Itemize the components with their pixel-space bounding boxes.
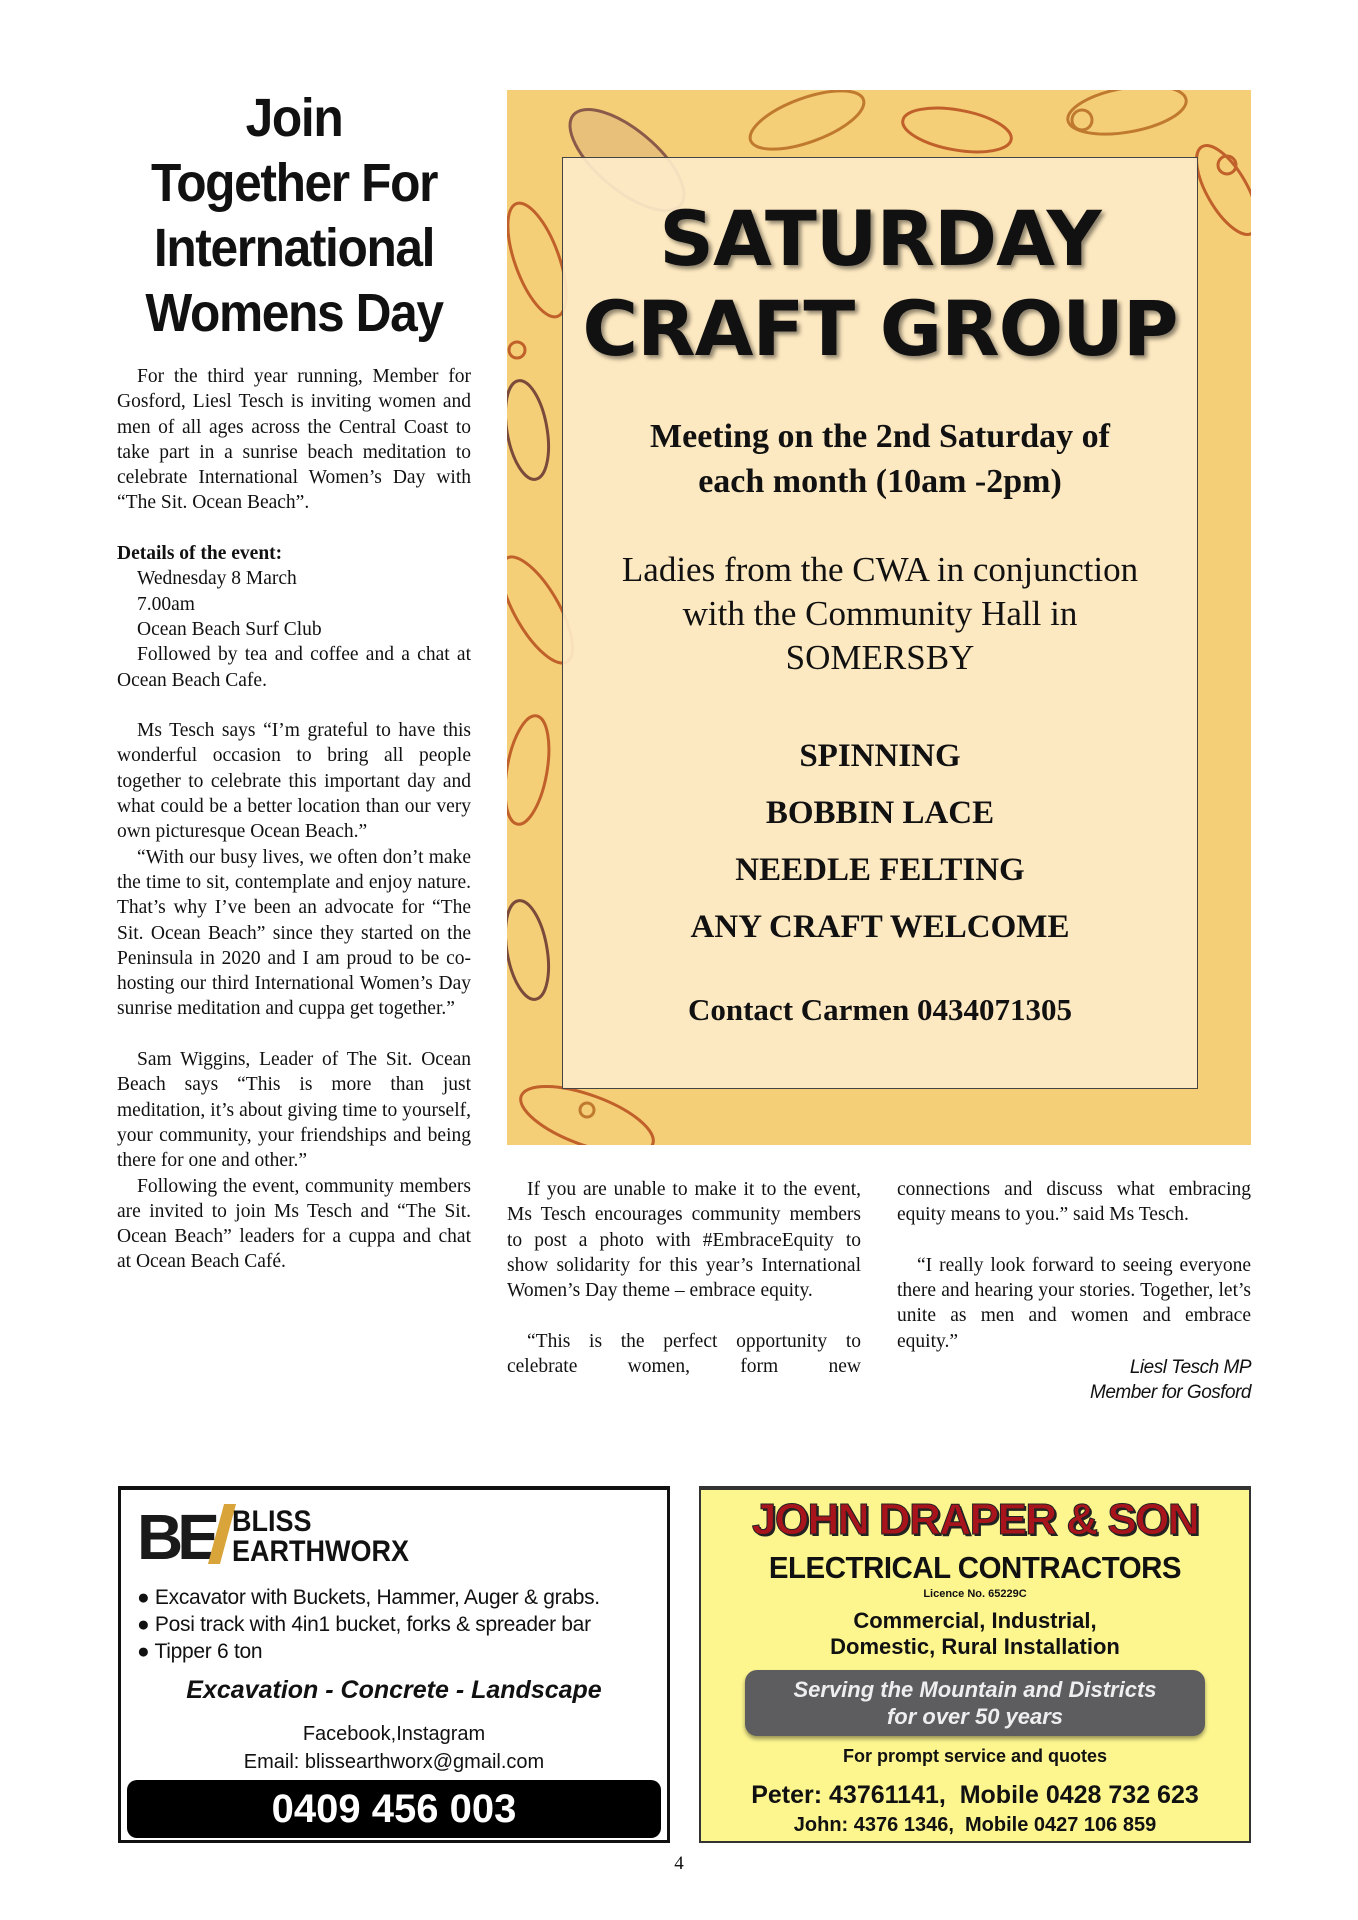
article-column-left — [117, 364, 471, 1275]
headline-line: Womens Day — [145, 283, 443, 343]
service-item: ● Tipper 6 ton — [137, 1640, 263, 1663]
organiser-line: Ladies from the CWA in conjunction — [621, 550, 1139, 589]
bliss-services — [137, 1584, 600, 1665]
bliss-name-line: BLISS — [231, 1505, 312, 1538]
bliss-contact — [121, 1720, 667, 1776]
headline-line: Together For — [150, 153, 438, 213]
headline-line: Join — [245, 88, 343, 148]
poster-title-line: SATURDAY — [659, 194, 1101, 283]
meeting-line: Meeting on the 2nd Saturday of — [650, 418, 1110, 455]
draper-prompt: For prompt service and quotes — [842, 1746, 1108, 1766]
article-paragraph: Sam Wiggins, Leader of The Sit. Ocean Beach says “This is more than just meditation, it’s about giving time to yourself, your community, your friendships and being there for one and other.” — [117, 1049, 471, 1172]
draper-services — [701, 1608, 1249, 1660]
details-heading: Details of the event: — [117, 543, 283, 565]
draper-john-phone: John: 4376 1346, Mobile 0427 106 859 — [793, 1814, 1157, 1836]
draper-licence: Licence No. 65229C — [923, 1588, 1027, 1600]
serving-line: for over 50 years — [886, 1704, 1064, 1729]
bliss-tagline: Excavation - Concrete - Landscape — [186, 1676, 602, 1704]
bliss-logo — [137, 1500, 429, 1574]
draper-title: JOHN DRAPER & SON — [751, 1495, 1199, 1544]
poster-content-box — [562, 157, 1198, 1089]
service-text: Excavator with Buckets, Hammer, Auger & grabs. — [154, 1586, 600, 1609]
detail-item: Wednesday 8 March — [137, 568, 297, 590]
signature-title: Member for Gosford — [1090, 1382, 1251, 1404]
organiser-line: SOMERSBY — [785, 638, 975, 677]
article-paragraph: Ms Tesch says “I’m grateful to have this wonderful occasion to bring all people together to celebrate this important day and what could be a better location than our very own picturesque Ocean Beach.” — [117, 720, 471, 843]
page-number: 4 — [674, 1853, 684, 1874]
john-draper-ad — [699, 1486, 1251, 1843]
article-paragraph: If you are unable to make it to the event, Ms Tesch encourages community members to post a photo with #EmbraceEquity to show solidarity for this year’s International Women’s Day theme – embrace equity. — [507, 1179, 861, 1302]
craft-item: NEEDLE FELTING — [735, 852, 1025, 888]
organiser-info — [563, 548, 1197, 680]
bliss-name-line: EARTHWORX — [231, 1535, 409, 1568]
poster-contact: Contact Carmen 0434071305 — [687, 992, 1072, 1027]
craft-item: ANY CRAFT WELCOME — [690, 909, 1070, 945]
excavator-logo-icon — [137, 1500, 214, 1574]
article-paragraph: For the third year running, Member for Gosford, Liesl Tesch is inviting women and men of all ages across the Central Coast to take part in a sunrise beach meditation to celebrate International Women’s Day with “The Sit. Ocean Beach”. — [117, 366, 471, 514]
article-paragraph: “With our busy lives, we often don’t make the time to sit, contemplate and enjoy nature. That’s why I’ve been an advocate for “The Sit. Ocean Beach” since they started on the Peninsula in 2020 and I am proud to be co-hosting our third International Women’s Day sunrise meditation and cuppa get together.” — [117, 846, 471, 1020]
draper-service-line: Commercial, Industrial, — [853, 1608, 1097, 1633]
article-paragraph: “I really look forward to seeing everyone there and hearing your stories. Together, let’s unite as men and women and embrace equity.” — [897, 1254, 1251, 1352]
poster-title-line: CRAFT GROUP — [582, 284, 1178, 373]
article-paragraph: connections and discuss what embracing equity means to you.” said Ms Tesch. — [897, 1179, 1251, 1226]
meeting-line: each month (10am -2pm) — [698, 463, 1062, 500]
draper-subtitle: ELECTRICAL CONTRACTORS — [768, 1550, 1182, 1585]
detail-item: Followed by tea and coffee and a chat at Ocean Beach Cafe. — [117, 644, 471, 691]
article-headline — [131, 86, 457, 346]
craft-item: BOBBIN LACE — [765, 795, 995, 831]
detail-item: Ocean Beach Surf Club — [137, 618, 322, 640]
draper-serving-banner — [745, 1670, 1205, 1736]
craft-list — [563, 728, 1197, 956]
craft-group-poster — [507, 90, 1251, 1145]
draper-service-line: Domestic, Rural Installation — [830, 1634, 1120, 1659]
service-item: ● Excavator with Buckets, Hammer, Auger & grabs. — [137, 1586, 600, 1609]
article-paragraph: “This is the perfect opportunity to celebrate women, form new — [507, 1330, 861, 1378]
bliss-social: Facebook,Instagram — [302, 1723, 486, 1745]
detail-item: 7.00am — [137, 593, 195, 615]
meeting-schedule — [563, 414, 1197, 504]
bliss-email: Email: blissearthworx@gmail.com — [243, 1751, 545, 1773]
headline-line: International — [153, 218, 435, 278]
bliss-phone: 0409 456 003 — [127, 1780, 661, 1838]
organiser-line: with the Community Hall in — [682, 594, 1078, 633]
serving-line: Serving the Mountain and Districts — [793, 1677, 1157, 1702]
service-text: Tipper 6 ton — [154, 1640, 263, 1663]
signature-name: Liesl Tesch MP — [1129, 1357, 1251, 1379]
craft-item: SPINNING — [799, 738, 961, 774]
service-text: Posi track with 4in1 bucket, forks & spreader bar — [154, 1613, 591, 1636]
article-paragraph: Following the event, community members are invited to join Ms Tesch and “The Sit. Ocean Beach” leaders for a cuppa and chat at Ocean Beach Café. — [117, 1175, 471, 1273]
article-column-right — [897, 1177, 1251, 1406]
bliss-name — [232, 1507, 409, 1567]
draper-peter-phone: Peter: 43761141, Mobile 0428 732 623 — [751, 1781, 1199, 1809]
service-item: ● Posi track with 4in1 bucket, forks & spreader bar — [137, 1613, 591, 1636]
poster-title — [563, 194, 1197, 374]
bliss-earthworx-ad — [118, 1486, 670, 1843]
article-column-middle — [507, 1177, 861, 1379]
logo-mark: BE — [137, 1501, 214, 1573]
